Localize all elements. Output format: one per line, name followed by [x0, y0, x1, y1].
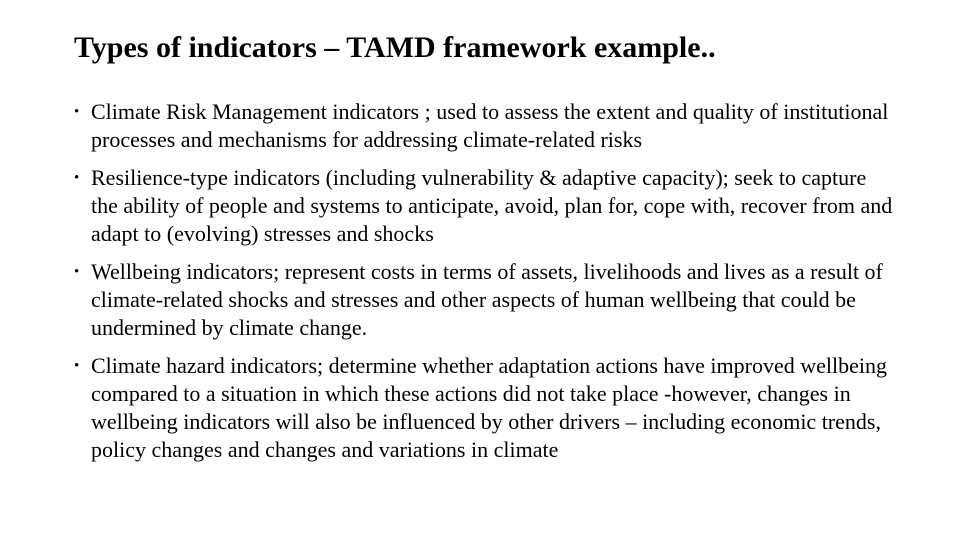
bullet-item — [74, 258, 894, 342]
bullet-item — [74, 352, 894, 464]
bullet-text: Climate Risk Management indicators ; used to assess the extent and quality of institutional processes and mechanisms for addressing climate-related risks — [91, 99, 889, 152]
bullet-text: Wellbeing indicators; represent costs in terms of assets, livelihoods and lives as a result of climate-related shocks and stresses and other aspects of human wellbeing that could be undermined by climate change. — [91, 259, 883, 340]
bullet-icon: • — [74, 104, 80, 120]
bullet-icon: • — [74, 358, 80, 374]
bullet-icon: • — [74, 264, 80, 280]
bullet-icon: • — [74, 170, 80, 186]
bullet-text: Climate hazard indicators; determine whether adaptation actions have improved wellbeing compared to a situation in which these actions did not take place -however, changes in wellbeing indicators will also be influenced by other drivers – including economic trends, policy changes and changes and variations in climate — [91, 353, 887, 462]
slide-title: Types of indicators – TAMD framework example.. — [74, 31, 716, 64]
bullet-item — [74, 98, 894, 154]
bullet-text: Resilience-type indicators (including vulnerability & adaptive capacity); seek to capture the ability of people and systems to anticipate, avoid, plan for, cope with, recover from and adapt to (evolving) stresses and shocks — [91, 165, 893, 246]
bullet-item — [74, 164, 894, 248]
bullet-list — [74, 98, 894, 474]
